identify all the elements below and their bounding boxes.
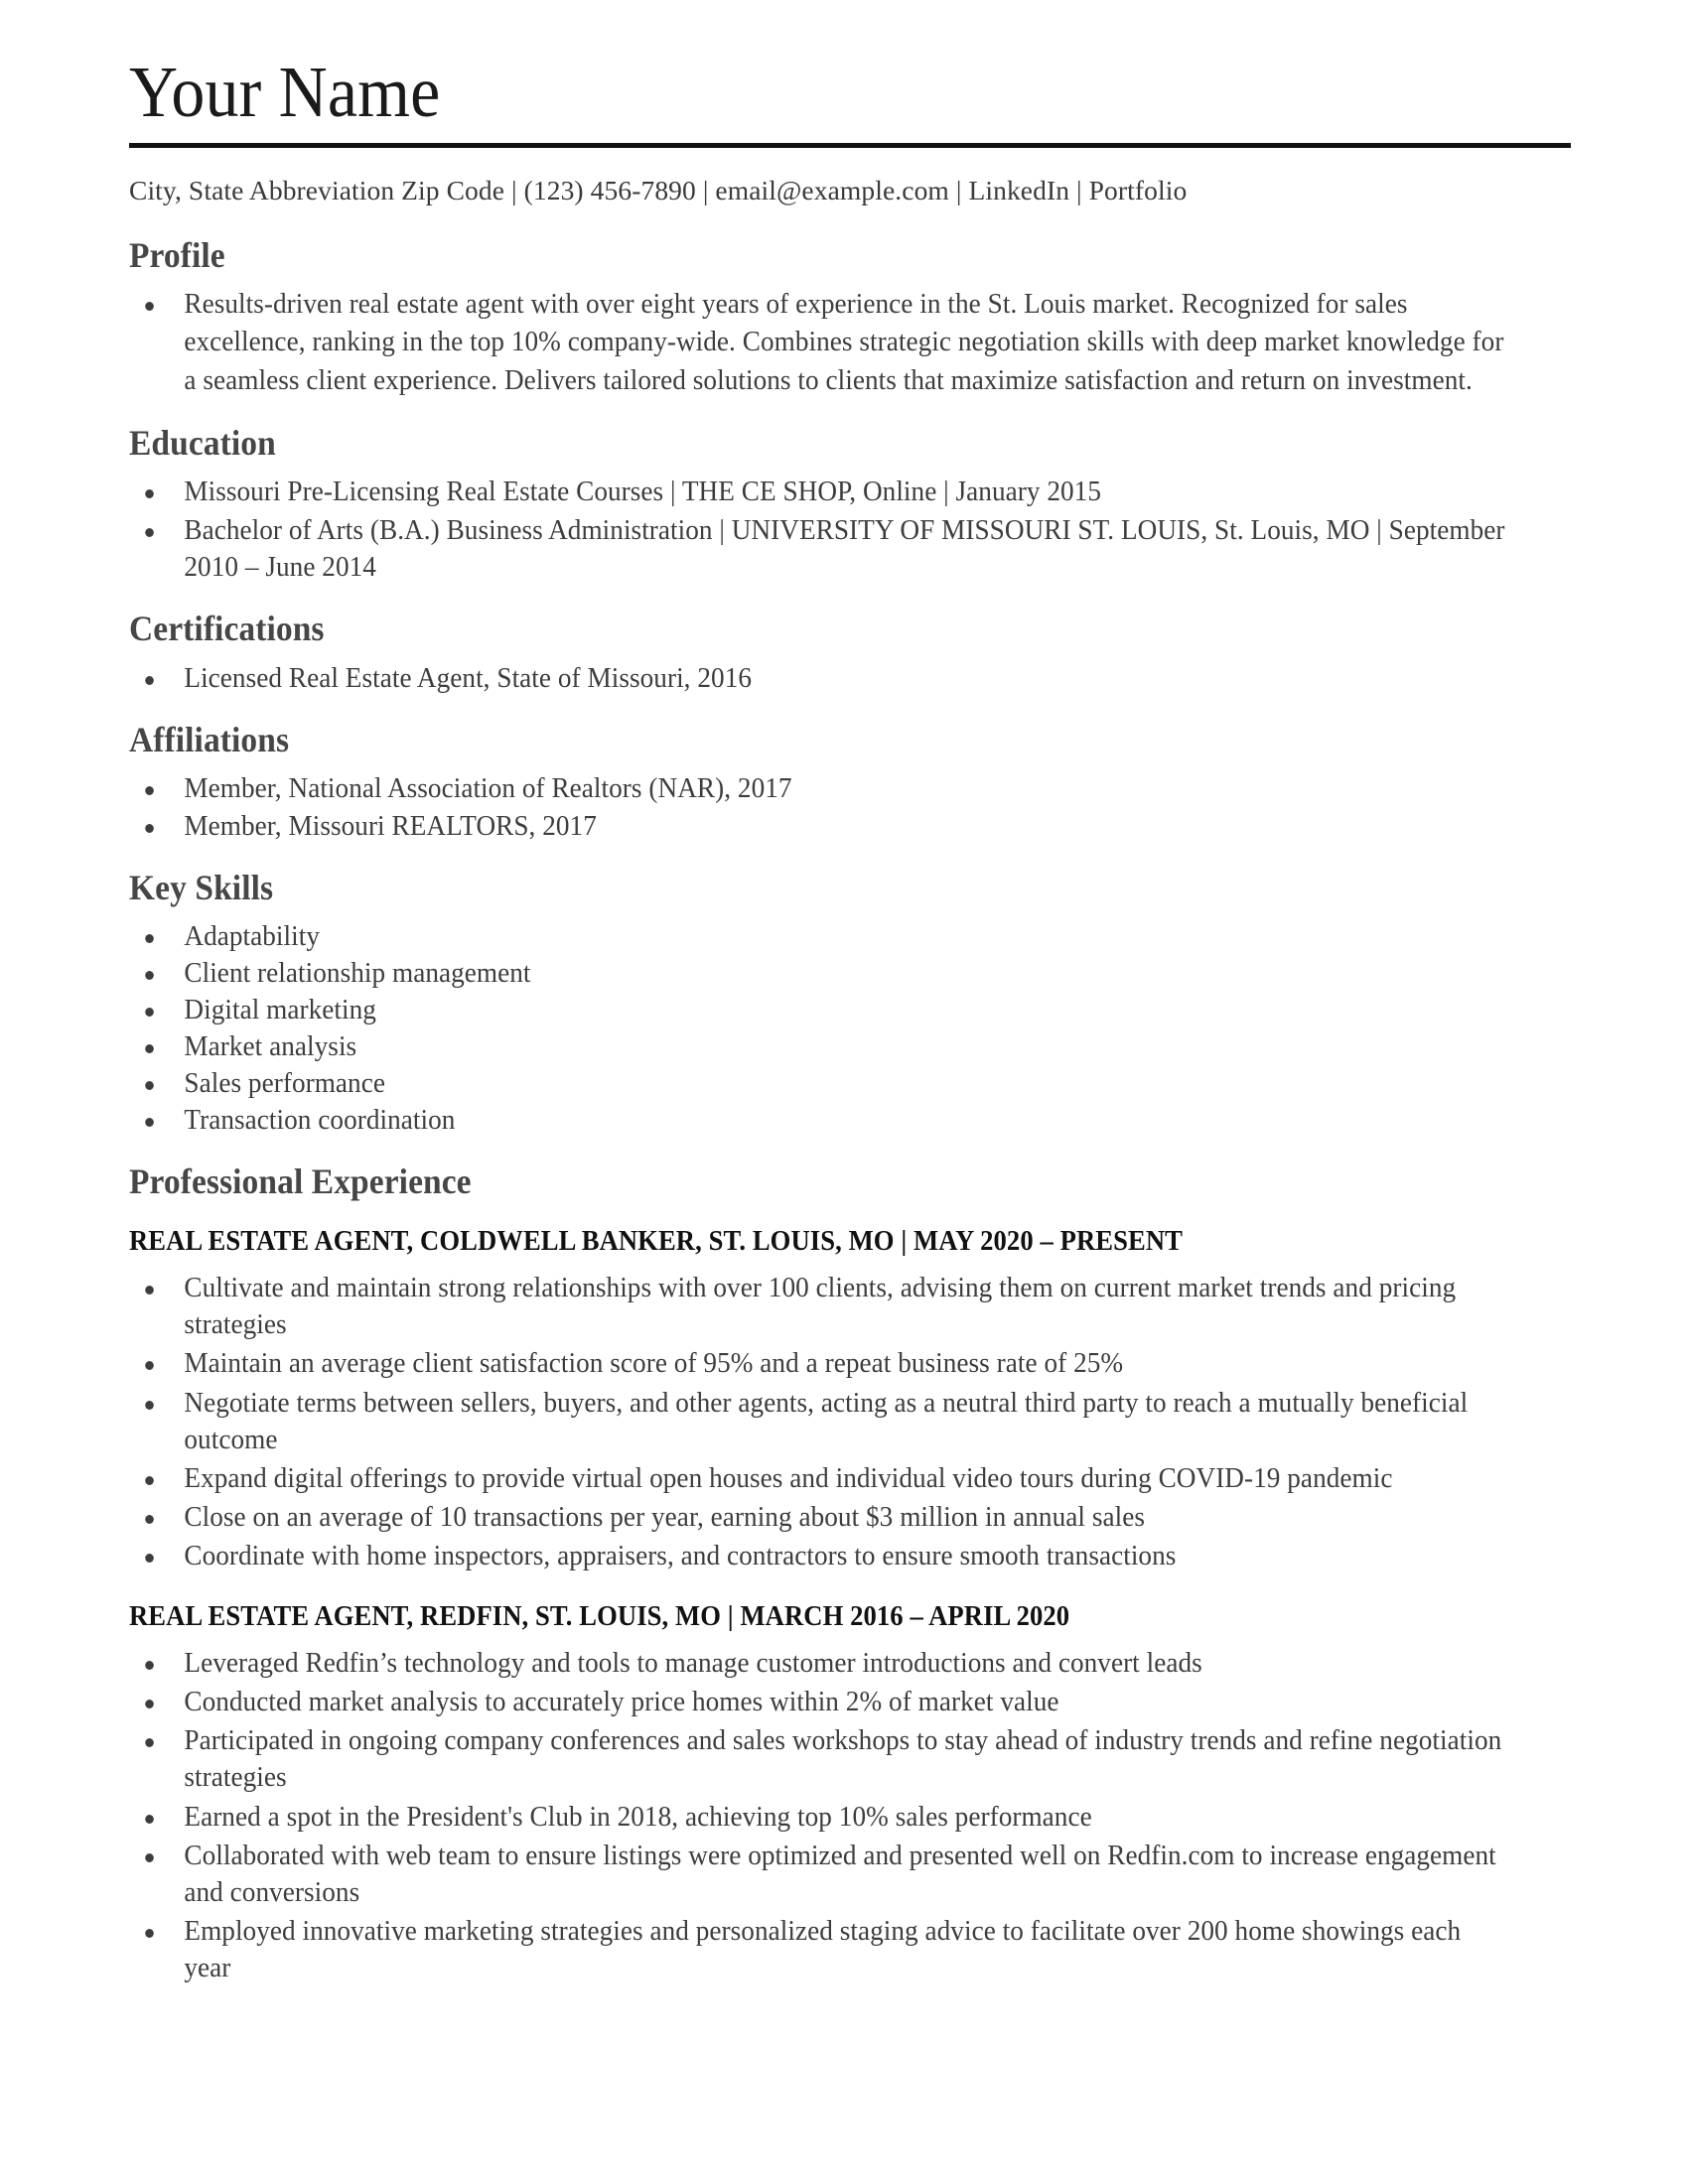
key-skills-bullet-list — [129, 918, 1571, 1139]
contact-line: City, State Abbreviation Zip Code | (123) 456-7890 | email@example.com | LinkedIn | Portfolio — [129, 175, 1188, 206]
list-item: Member, National Association of Realtors (NAR), 2017 — [129, 770, 1506, 807]
job-bullet-list — [129, 1270, 1571, 1573]
section-title-education: Education — [129, 422, 276, 463]
list-item: Earned a spot in the President's Club in 2018, achieving top 10% sales performance — [129, 1799, 1506, 1836]
list-item: Adaptability — [129, 918, 1506, 955]
list-item: Digital marketing — [129, 992, 1506, 1028]
section-title-certifications: Certifications — [129, 609, 325, 649]
section-title-profile: Profile — [129, 234, 225, 275]
job-entry — [129, 1225, 1571, 1574]
section-title-key-skills: Key Skills — [129, 867, 274, 907]
education-bullet-list — [129, 474, 1571, 586]
list-item: Collaborated with web team to ensure listings were optimized and presented well on Redfin.com to increase engagement and conversions — [129, 1838, 1506, 1911]
list-item: Bachelor of Arts (B.A.) Business Administration | UNIVERSITY OF MISSOURI ST. LOUIS, St. Louis, MO | September 2010 – June 2014 — [129, 512, 1506, 586]
list-item: Close on an average of 10 transactions per year, earning about $3 million in annual sales — [129, 1499, 1506, 1536]
list-item: Market analysis — [129, 1028, 1506, 1065]
resume-header — [129, 52, 1571, 208]
list-item: Sales performance — [129, 1065, 1506, 1102]
list-item: Coordinate with home inspectors, appraisers, and contractors to ensure smooth transactions — [129, 1538, 1506, 1574]
job-title-heading: REAL ESTATE AGENT, COLDWELL BANKER, ST. LOUIS, MO | MAY 2020 – PRESENT — [129, 1225, 1183, 1257]
affiliations-bullet-list — [129, 770, 1571, 844]
list-item: Conducted market analysis to accurately price homes within 2% of market value — [129, 1684, 1506, 1720]
job-bullet-list — [129, 1645, 1571, 1985]
list-item: Client relationship management — [129, 955, 1506, 992]
section-profile — [129, 234, 1571, 400]
list-item: Leveraged Redfin’s technology and tools to manage customer introductions and convert leads — [129, 1645, 1506, 1682]
list-item: Employed innovative marketing strategies and personalized staging advice to facilitate over 200 home showings each year — [129, 1913, 1506, 1986]
list-item: Member, Missouri REALTORS, 2017 — [129, 808, 1506, 845]
list-item: Participated in ongoing company conferences and sales workshops to stay ahead of industry trends and refine negotiation strategies — [129, 1722, 1506, 1796]
section-key-skills — [129, 867, 1571, 1140]
list-item: Transaction coordination — [129, 1102, 1506, 1139]
list-item: Expand digital offerings to provide virtual open houses and individual video tours during COVID-19 pandemic — [129, 1460, 1506, 1497]
certifications-bullet-list — [129, 660, 1571, 697]
profile-bullet-list — [129, 286, 1571, 400]
section-certifications — [129, 608, 1571, 697]
list-item: Maintain an average client satisfaction score of 95% and a repeat business rate of 25% — [129, 1345, 1506, 1382]
section-education — [129, 422, 1571, 587]
job-entry — [129, 1600, 1571, 1986]
list-item: Results-driven real estate agent with over eight years of experience in the St. Louis market. Recognized for sales excellence, ranking in the top 10% company-wide. Combines strategic negotiation skills with deep market knowledge for a seamless client experience. Delivers tailored solutions to clients that maximize satisfaction and return on investment. — [129, 286, 1506, 400]
list-item: Cultivate and maintain strong relationships with over 100 clients, advising them on current market trends and pricing strategies — [129, 1270, 1506, 1343]
header-divider — [129, 143, 1571, 148]
section-affiliations — [129, 719, 1571, 845]
section-title-affiliations: Affiliations — [129, 719, 290, 759]
list-item: Negotiate terms between sellers, buyers, and other agents, acting as a neutral third party to reach a mutually beneficial outcome — [129, 1385, 1506, 1458]
job-title-heading: REAL ESTATE AGENT, REDFIN, ST. LOUIS, MO | MARCH 2016 – APRIL 2020 — [129, 1600, 1070, 1632]
section-professional-experience — [129, 1160, 1571, 1985]
section-title-professional-experience: Professional Experience — [129, 1161, 472, 1202]
list-item: Missouri Pre-Licensing Real Estate Courses | THE CE SHOP, Online | January 2015 — [129, 474, 1506, 510]
list-item: Licensed Real Estate Agent, State of Missouri, 2016 — [129, 660, 1506, 697]
candidate-name: Your Name — [129, 52, 441, 132]
